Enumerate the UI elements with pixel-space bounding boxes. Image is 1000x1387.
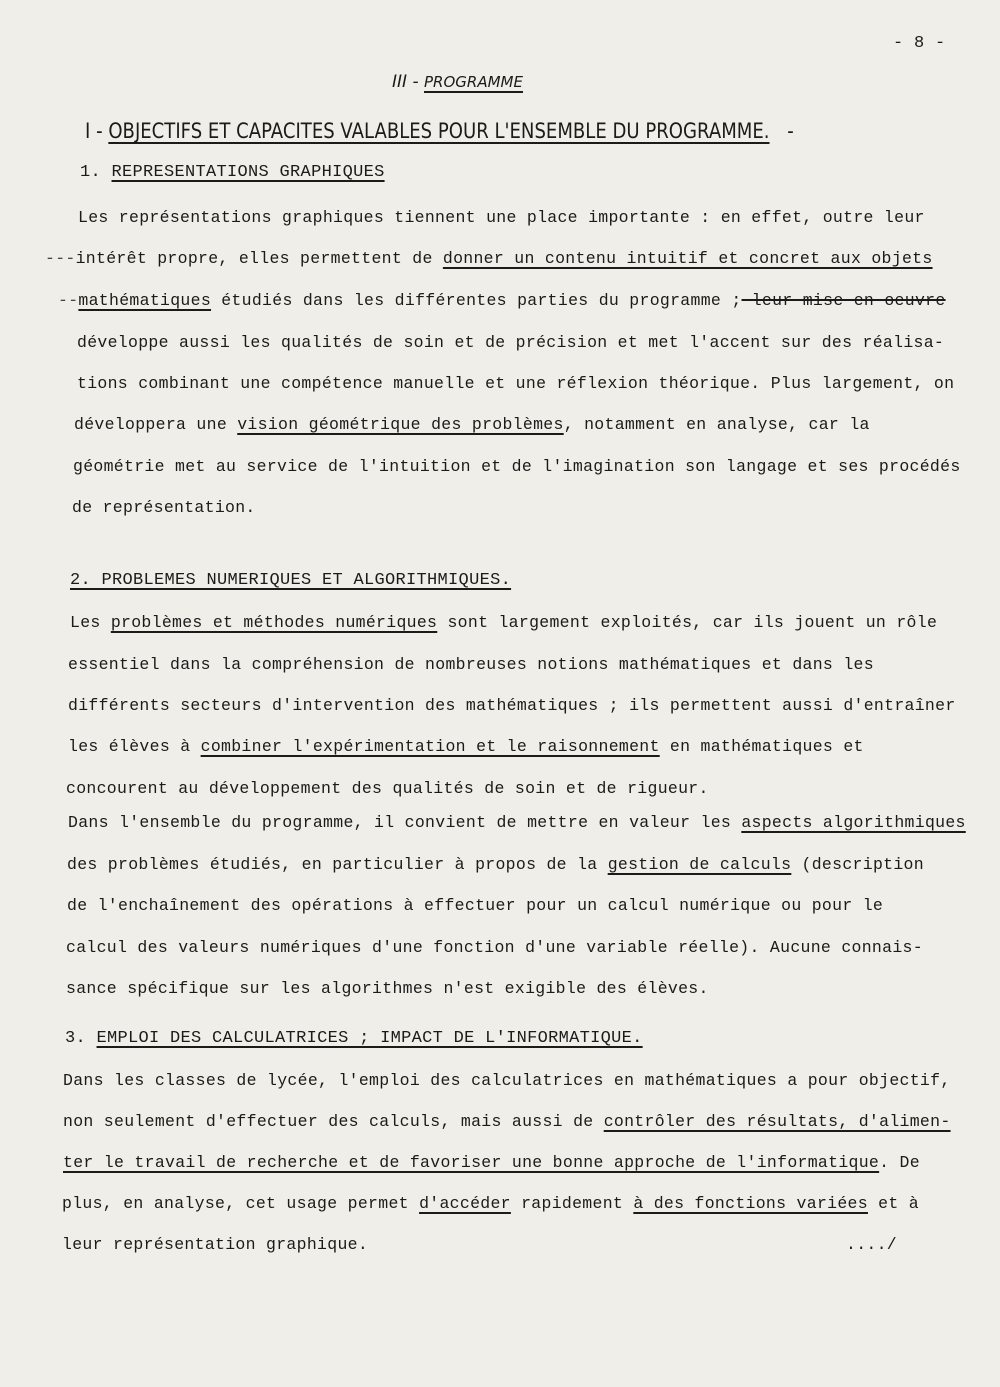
s3-underlined-phrase: ter le travail de recherche et de favoriser une bonne approche de l'informatique: [63, 1153, 880, 1172]
s1-line-7: géométrie met au service de l'intuition et de l'imagination son langage et ses procédés: [73, 457, 961, 476]
s2-line-10: sance spécifique sur les algorithmes n'est exigible des élèves.: [66, 979, 709, 998]
section-1-number: 1.: [80, 163, 102, 182]
margin-dashes: --: [58, 291, 79, 310]
s1-line-6: [74, 415, 870, 434]
s2-line-1: [70, 613, 937, 632]
s1-line-2-text: intérêt propre, elles permettent de: [75, 249, 443, 268]
s2-line-7-text: des problèmes étudiés, en particulier à propos de la: [67, 855, 608, 874]
s2-underlined-phrase: gestion de calculs: [607, 855, 792, 874]
s3-underlined-phrase: contrôler des résultats, d'alimen-: [603, 1112, 951, 1131]
s3-line-4: [62, 1194, 919, 1213]
s2-line-1-end: sont largement exploités, car ils jouent un rôle: [437, 613, 938, 632]
s2-underlined-phrase: combiner l'expérimentation et le raisonnement: [200, 737, 660, 756]
section-2-heading: 2. PROBLEMES NUMERIQUES ET ALGORITHMIQUES.: [70, 571, 512, 590]
s2-line-5: concourent au développement des qualités de soin et de rigueur.: [66, 779, 709, 798]
page-number: - 8 -: [893, 34, 946, 53]
s2-line-4-end: en mathématiques et: [659, 737, 864, 756]
chapter-roman: III -: [392, 72, 419, 92]
s1-line-4: développe aussi les qualités de soin et de précision et met l'accent sur des réalisa-: [77, 333, 945, 352]
s1-struck-text: leur mise en oeuvre: [741, 291, 946, 310]
s1-line-5: tions combinant une compétence manuelle et une réflexion théorique. Plus largement, on: [77, 374, 955, 393]
s1-line-3: [58, 291, 946, 310]
continuation-mark: ..../: [846, 1235, 898, 1254]
s3-line-2: [63, 1112, 951, 1131]
s2-line-9: calcul des valeurs numériques d'une fonction d'une variable réelle). Aucune connais-: [66, 938, 923, 957]
section-3-title: EMPLOI DES CALCULATRICES ; IMPACT DE L'INFORMATIQUE.: [96, 1029, 643, 1048]
s1-line-6-end: , notamment en analyse, car la: [563, 415, 870, 434]
section-1-heading: [80, 163, 385, 182]
s1-underlined-word: mathématiques: [78, 291, 212, 310]
section-i-title: OBJECTIFS ET CAPACITES VALABLES POUR L'ENSEMBLE DU PROGRAMME.: [108, 119, 770, 143]
s3-line-4-mid: rapidement: [510, 1194, 634, 1213]
s2-line-6: [68, 813, 966, 832]
section-3-heading: [65, 1029, 643, 1048]
s2-line-1-text: Les: [70, 613, 111, 632]
s2-line-2: essentiel dans la compréhension de nombreuses notions mathématiques et dans les: [68, 655, 874, 674]
section-i-prefix: I -: [85, 119, 103, 143]
chapter-heading: [392, 72, 523, 92]
s2-line-4: [68, 737, 864, 756]
s3-line-5: leur représentation graphique.: [62, 1235, 369, 1254]
s1-line-2: [45, 249, 933, 268]
s2-underlined-phrase: aspects algorithmiques: [741, 813, 966, 832]
section-1-title: REPRESENTATIONS GRAPHIQUES: [111, 163, 385, 182]
s1-line-8: de représentation.: [72, 498, 256, 517]
s2-line-4-text: les élèves à: [68, 737, 201, 756]
margin-dashes: ---: [45, 249, 76, 268]
s2-line-6-text: Dans l'ensemble du programme, il convient de mettre en valeur les: [68, 813, 742, 832]
s3-underlined-word: d'accéder: [419, 1194, 511, 1213]
s3-line-1: Dans les classes de lycée, l'emploi des calculatrices en mathématiques a pour objectif,: [63, 1071, 951, 1090]
s3-line-2-text: non seulement d'effectuer des calculs, mais aussi de: [63, 1112, 604, 1131]
section-3-number: 3.: [65, 1029, 87, 1048]
s3-line-3: [63, 1153, 920, 1172]
section-i-heading: [85, 119, 794, 143]
s2-line-3: différents secteurs d'intervention des mathématiques ; ils permettent aussi d'entraîner: [68, 696, 956, 715]
chapter-title: PROGRAMME: [424, 73, 523, 91]
s3-line-4-text: plus, en analyse, cet usage permet: [62, 1194, 420, 1213]
s1-underlined-phrase: vision géométrique des problèmes: [237, 415, 564, 434]
s2-line-7-end: (description: [791, 855, 924, 874]
s1-line-3-text: étudiés dans les différentes parties du programme ;: [211, 291, 742, 310]
s3-underlined-phrase: à des fonctions variées: [633, 1194, 868, 1213]
s1-line-6-text: développera une: [74, 415, 238, 434]
s2-line-8: de l'enchaînement des opérations à effectuer pour un calcul numérique ou pour le: [67, 896, 884, 915]
s2-line-7: [67, 855, 924, 874]
s1-underlined-phrase: donner un contenu intuitif et concret aux objets: [442, 249, 933, 268]
section-i-suffix: -: [787, 119, 794, 143]
s2-underlined-phrase: problèmes et méthodes numériques: [110, 613, 438, 632]
s1-line-1: Les représentations graphiques tiennent une place importante : en effet, outre leur: [78, 208, 925, 227]
s3-line-3-end: . De: [879, 1153, 920, 1172]
s3-line-4-end: et à: [867, 1194, 919, 1213]
